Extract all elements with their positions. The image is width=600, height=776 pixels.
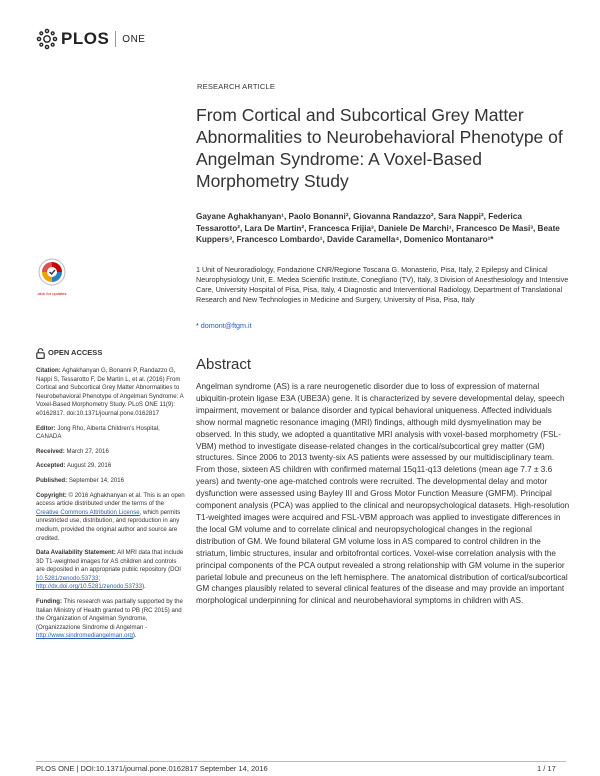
funding-text-end: ). [132,632,137,640]
corresponding-email [196,321,252,330]
copyright-label: Copyright: [36,491,67,499]
article-type: RESEARCH ARTICLE [197,82,276,91]
brand-name: PLOS [61,29,110,48]
zenodo-url-link[interactable]: http://dx.doi.org/10.5281/zenodo.53733 [36,583,143,591]
editor [36,425,186,442]
copyright-text-end: , which permits unrestricted use, distribution, and reproduction in any medium, provided the original author and source are credited. [36,508,181,542]
copyright-text: © 2016 Aghakhanyan et al. This is an open access article distributed under the terms of the [36,491,185,508]
data-availability-label: Data Availability Statement: [36,549,116,557]
open-access-label: OPEN ACCESS [48,348,103,358]
accepted-label: Accepted: [36,462,66,470]
abstract-heading: Abstract [196,356,252,373]
funding-link[interactable]: http://www.sindromediangelman.org [36,632,133,640]
author-list: Gayane Aghakhanyan¹, Paolo Bonanni², Giovanna Randazzo², Sara Nappi², Federica Tessarotto², Lara De Martin², Francesca Frijia³, Daniele De Marchi¹, Francesco De Masi³, Beate Kuppers³, Francesco Lombardo¹, Davide Caramella⁴, Domenico Montanaro¹* [196,212,560,244]
open-access-badge [36,348,186,359]
accepted-date [36,462,186,471]
crossmark-icon [38,258,66,286]
plos-one-logo [36,28,145,50]
journal-name: ONE [122,33,146,45]
crossmark-badge[interactable] [37,258,67,296]
affiliations: 1 Unit of Neuroradiology, Fondazione CNR/Regione Toscana G. Monasterio, Pisa, Italy, 2 Epilepsy and Clinical Neurophysiology Unit, E. Medea Scientific Institute, Conegliano (TV), Italy, 3 Division of Anesthesiology and Intensive Care, University Hospital of Pisa, Pisa, Italy, 4 Diagnostic and Interventional Radiology, Department of Translational Research and New Technologies in Medicine and Surgery, University of Pisa, Pisa, Italy [196,265,569,304]
footer-divider [36,761,566,762]
published-text: September 14, 2016 [67,476,125,484]
open-lock-icon [36,348,45,359]
data-availability-text: All MRI data that include 3D T1-weighted images for AS children and controls are deposited in an appropriate public repository (DOI [36,549,184,574]
funding-label: Funding: [36,598,63,606]
logo-divider [115,31,116,47]
license-link[interactable]: Creative Commons Attribution License [36,508,140,516]
received-label: Received: [36,447,65,455]
citation-label: Citation: [36,367,61,374]
email-link[interactable]: domont@ftgm.it [200,321,252,330]
data-availability-end: ). [142,583,146,591]
abstract-text: Angelman syndrome (AS) is a rare neurogenetic disorder due to loss of expression of maternal ubiquitin-protein ligase E3A (UBE3A) gene. It is characterized by severe developmental delay, speech impairment, movement or balance disorder and typical behavioral uniqueness. Affected individuals show normal magnetic resonance imaging (MRI) findings, although mild dysmyelination may be observed. In this study, we adopted a quantitative MRI analysis with voxel-based morphometry (FSL-VBM) method to investigate disease-related changes in the cortical/subcortical grey matter (GM) structures. Since 2006 to 2013 twenty-six AS patients were assessed by our multidisciplinary team. From those, sixteen AS children with confirmed maternal 15q11-q13 deletions (mean age 7.7 ± 3.6 years) and twenty-one age-matched controls were recruited. The developmental delay and motor dysfunction were assessed using Bayley III and Gross Motor Function Measure (GMFM). Principal component analysis (PCA) was applied to the clinical and neuropsychological datasets. High-resolution T1-weighted images were acquired and FSL-VBM approach was applied to investigate differences in the local GM volume and to correlate clinical and neuropsychological changes in the regional distribution of GM. We found bilateral GM volume loss in AS compared to control children in the striatum, limbic structures, insular and orbitofrontal cortices. Voxel-wise correlation analysis with the principal components of the PCA output revealed a strong relationship with GM volume in the superior parietal lobule and precuneus on the left hemisphere. The anatomical distribution of cortical/subcortical GM changes plausibly related to several clinical features of the disease and may provide an important morphological underpinning for clinical and neurobehavioral symptoms in children with AS. [196,382,570,606]
citation-text: Aghakhanyan G, Bonanni P, Randazzo G, Nappi S, Tessarotto F, De Martin L, et al. (2016) From Cortical and Subcortical Grey Matter Abnormalities to Neurobehavioral Phenotype of Angelman Syndrome: A Voxel-Based Morphometry Study. PLoS ONE 11(9): e0162817. doi:10.1371/journal.pone.0162817 [36,367,184,417]
citation [36,367,186,419]
page-number: 1 / 17 [537,764,556,773]
funding-text: This research was partially supported by the Italian Ministry of Health granted to PB (RC 2015) and the Organization of Angelman Syndrome, (Organizzazione Sindrome di Angelman - [36,598,183,631]
funding [36,598,186,641]
published-date [36,477,186,486]
email-marker: * [196,321,201,330]
received-date [36,448,186,457]
zenodo-doi-link[interactable]: 10.5281/zenodo.53733 [36,574,99,582]
published-label: Published: [36,476,68,484]
plos-logo-icon [36,28,58,50]
received-text: March 27, 2016 [64,447,109,455]
data-availability [36,549,186,592]
editor-text: Jong Rho, Alberta Children's Hospital, CANADA [36,424,160,441]
copyright [36,492,186,544]
editor-label: Editor: [36,424,56,432]
data-availability-sep: ; [98,574,101,582]
crossmark-caption: click for updates [37,291,67,296]
article-sidebar [36,348,186,647]
footer-citation: PLOS ONE | DOI:10.1371/journal.pone.0162817 September 14, 2016 [36,764,268,773]
article-title: From Cortical and Subcortical Grey Matter Abnormalities to Neurobehavioral Phenotype of Angelman Syndrome: A Voxel-Based Morphometry Study [196,105,563,191]
accepted-text: August 29, 2016 [65,462,112,470]
